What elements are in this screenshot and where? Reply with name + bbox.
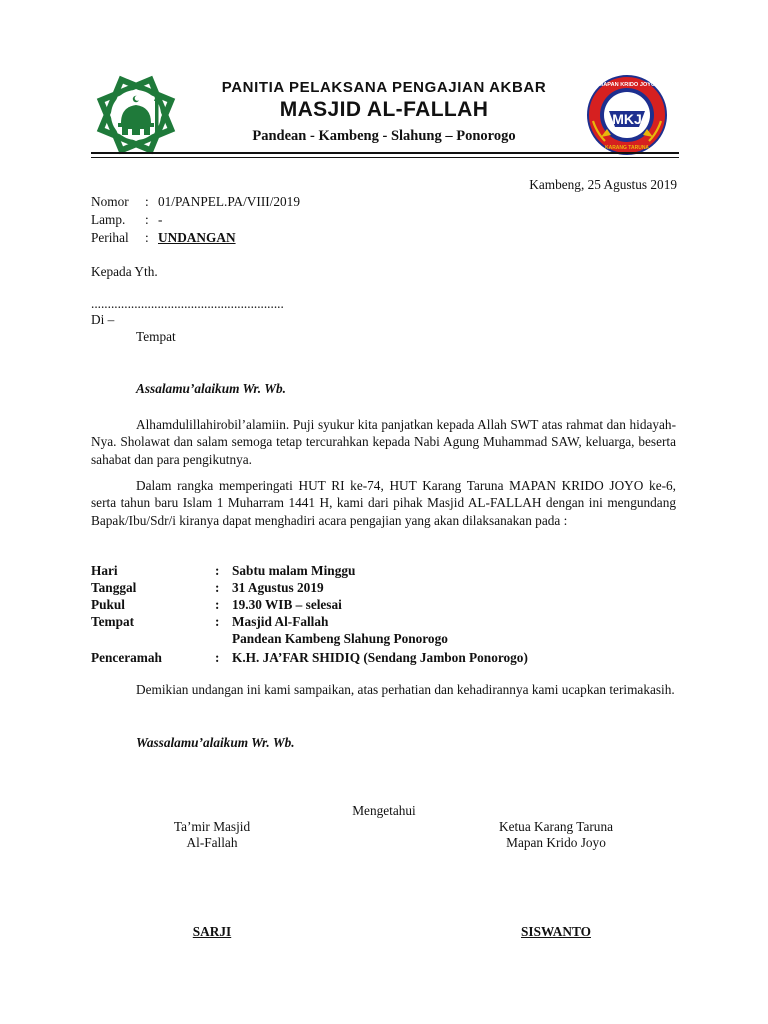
hari-value: Sabtu malam Minggu xyxy=(232,563,356,578)
tempat-label: Tempat xyxy=(91,614,135,629)
letterhead-mosque-name: MASJID AL-FALLAH xyxy=(279,98,489,121)
paragraph-purpose: Dalam rangka memperingati HUT RI ke-74, HUT Karang Taruna MAPAN KRIDO JOYO ke-6, serta tahun baru Islam 1 Muharram 1441 H, kami dari pihak Masjid AL-FALLAH dengan ini mengundang Bapak/Ibu/Sdr/i kiranya dapat menghadiri acara pengajian yang akan dilaksanakan pada : xyxy=(91,478,676,528)
recipient-tempat: Tempat xyxy=(136,329,176,344)
tanggal-value: 31 Agustus 2019 xyxy=(232,580,324,595)
penceramah-label: Penceramah xyxy=(91,650,162,665)
tanggal-sep: : xyxy=(215,580,220,595)
pukul-sep: : xyxy=(215,597,220,612)
left-signatory-title: Ta’mir Masjid xyxy=(173,819,251,834)
tanggal-label: Tanggal xyxy=(91,580,137,595)
letterhead-address: Pandean - Kambeng - Slahung – Ponorogo xyxy=(252,128,516,144)
penceramah-sep: : xyxy=(215,650,220,665)
greeting-close: Wassalamu’alaikum Wr. Wb. xyxy=(136,735,295,750)
nomor-sep: : xyxy=(145,194,149,209)
left-signatory-org: Al-Fallah xyxy=(186,835,238,850)
lamp-value: - xyxy=(158,212,163,227)
pukul-value: 19.30 WIB – selesai xyxy=(232,597,342,612)
left-signatory-name: SARJI xyxy=(192,924,232,939)
right-signatory-org: Mapan Krido Joyo xyxy=(506,835,606,850)
tempat-value: Masjid Al-Fallah xyxy=(232,614,329,629)
tempat-sep: : xyxy=(215,614,220,629)
letterhead-rule-thin xyxy=(91,157,679,158)
hari-label: Hari xyxy=(91,563,118,578)
greeting-open: Assalamu’alaikum Wr. Wb. xyxy=(136,381,287,396)
paragraph-opening: Alhamdulillahirobil’alamiin. Puji syukur kita panjatkan kepada Allah SWT atas rahmat dan hidayah-Nya. Sholawat dan salam semoga tetap tercurahkan kepada Nabi Agung Muhammad SAW, keluarga, beserta sahabat dan para pengikutnya. xyxy=(91,417,676,467)
badge-top-arc: MAPAN KRIDO JOYO xyxy=(598,82,656,88)
perihal-label: Perihal xyxy=(91,230,129,245)
lamp-sep: : xyxy=(145,212,149,227)
recipient-dots: .......................................................... xyxy=(91,296,284,311)
hari-sep: : xyxy=(215,563,220,578)
place-date: Kambeng, 25 Agustus 2019 xyxy=(529,177,677,192)
letterhead-rule-thick xyxy=(91,152,679,154)
nomor-label: Nomor xyxy=(91,194,129,209)
lamp-label: Lamp. xyxy=(91,212,126,227)
pukul-label: Pukul xyxy=(91,597,126,612)
right-signatory-title: Ketua Karang Taruna xyxy=(498,819,613,834)
letterhead-committee: PANITIA PELAKSANA PENGAJIAN AKBAR xyxy=(221,79,547,96)
perihal-value: UNDANGAN xyxy=(158,230,236,245)
penceramah-value: K.H. JA’FAR SHIDIQ (Sendang Jambon Ponorogo) xyxy=(232,650,528,665)
recipient-to: Kepada Yth. xyxy=(91,264,158,279)
badge-bottom-arc: KARANG TARUNA xyxy=(604,145,650,151)
nomor-value: 01/PANPEL.PA/VIII/2019 xyxy=(158,194,300,209)
perihal-sep: : xyxy=(145,230,149,245)
mengetahui-label: Mengetahui xyxy=(352,803,416,818)
paragraph-closing: Demikian undangan ini kami sampaikan, atas perhatian dan kehadirannya kami ucapkan terimakasih. xyxy=(136,682,675,697)
badge-initials: MKJ xyxy=(612,111,642,127)
tempat-value-address: Pandean Kambeng Slahung Ponorogo xyxy=(232,631,448,646)
right-signatory-name: SISWANTO xyxy=(521,924,591,939)
recipient-di: Di – xyxy=(91,312,115,327)
